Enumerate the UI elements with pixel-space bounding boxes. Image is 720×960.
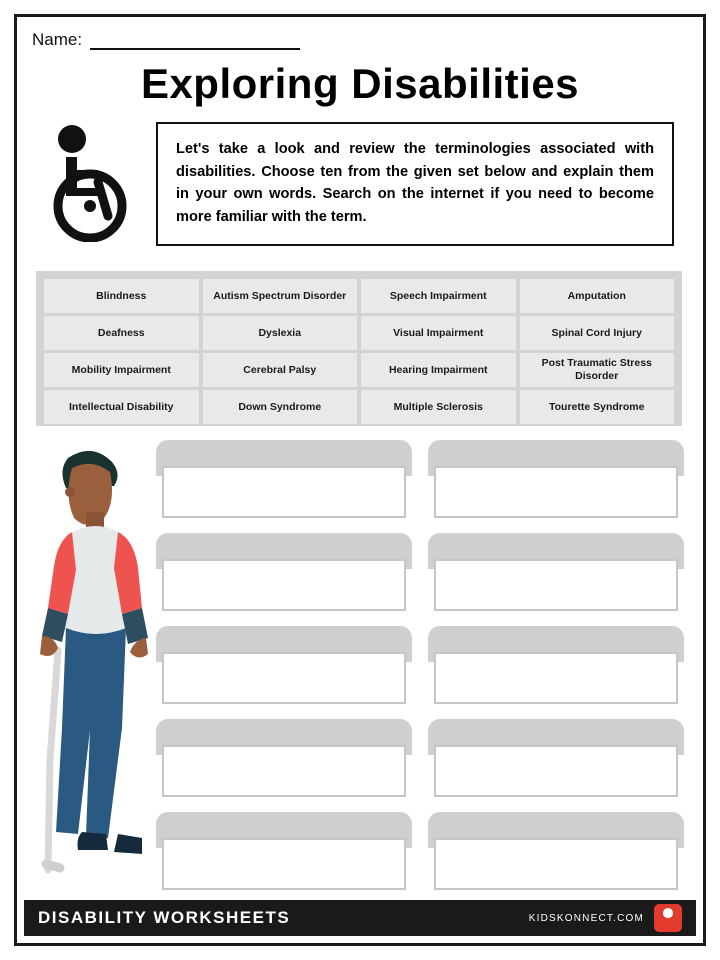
term-item[interactable]: Mobility Impairment (44, 353, 199, 387)
answer-explanation-field[interactable] (434, 652, 678, 704)
answer-explanation-field[interactable] (434, 559, 678, 611)
term-item[interactable]: Autism Spectrum Disorder (203, 279, 358, 313)
answer-card[interactable] (156, 440, 412, 524)
answer-explanation-field[interactable] (162, 559, 406, 611)
answer-explanation-field[interactable] (162, 838, 406, 890)
terms-word-bank (36, 271, 682, 426)
answer-explanation-field[interactable] (434, 745, 678, 797)
name-field-row (32, 30, 300, 50)
term-item[interactable]: Hearing Impairment (361, 353, 516, 387)
answer-explanation-field[interactable] (434, 838, 678, 890)
term-item[interactable]: Cerebral Palsy (203, 353, 358, 387)
term-item[interactable]: Intellectual Disability (44, 390, 199, 424)
answer-explanation-field[interactable] (162, 652, 406, 704)
footer-title: DISABILITY WORKSHEETS (38, 908, 291, 927)
answer-card[interactable] (156, 533, 412, 617)
term-item[interactable]: Post Traumatic Stress Disorder (520, 353, 675, 387)
wheelchair-icon (36, 122, 140, 242)
term-item[interactable]: Deafness (44, 316, 199, 350)
instruction-box (156, 122, 674, 246)
answer-blanks (156, 440, 684, 900)
instruction-text: Let's take a look and review the terminologies associated with disabilities. Choose ten from the given set below and explain them in your own words. Search on the internet if you need to become more familiar with the term. (176, 141, 654, 225)
terms-grid (44, 279, 674, 424)
apple-logo-icon (654, 904, 682, 932)
name-input-line[interactable] (90, 34, 300, 50)
answer-explanation-field[interactable] (162, 466, 406, 518)
footer-bar (24, 900, 696, 936)
answer-explanation-field[interactable] (162, 745, 406, 797)
term-item[interactable]: Amputation (520, 279, 675, 313)
person-with-crutch-illustration (24, 440, 164, 890)
term-item[interactable]: Spinal Cord Injury (520, 316, 675, 350)
answer-card[interactable] (428, 626, 684, 710)
term-item[interactable]: Visual Impairment (361, 316, 516, 350)
term-item[interactable]: Tourette Syndrome (520, 390, 675, 424)
term-item[interactable]: Blindness (44, 279, 199, 313)
answer-card[interactable] (156, 812, 412, 896)
term-item[interactable]: Multiple Sclerosis (361, 390, 516, 424)
answer-explanation-field[interactable] (434, 466, 678, 518)
answer-card[interactable] (428, 812, 684, 896)
page-title: Exploring Disabilities (140, 60, 580, 107)
name-label: Name: (32, 30, 83, 49)
answer-card[interactable] (156, 719, 412, 803)
term-item[interactable]: Down Syndrome (203, 390, 358, 424)
answer-card[interactable] (428, 533, 684, 617)
answer-card[interactable] (428, 719, 684, 803)
footer-brand-text: KIDSKONNECT.COM (528, 912, 644, 924)
answer-card[interactable] (428, 440, 684, 524)
term-item[interactable]: Speech Impairment (361, 279, 516, 313)
term-item[interactable]: Dyslexia (203, 316, 358, 350)
answer-card[interactable] (156, 626, 412, 710)
footer-branding (529, 904, 682, 932)
